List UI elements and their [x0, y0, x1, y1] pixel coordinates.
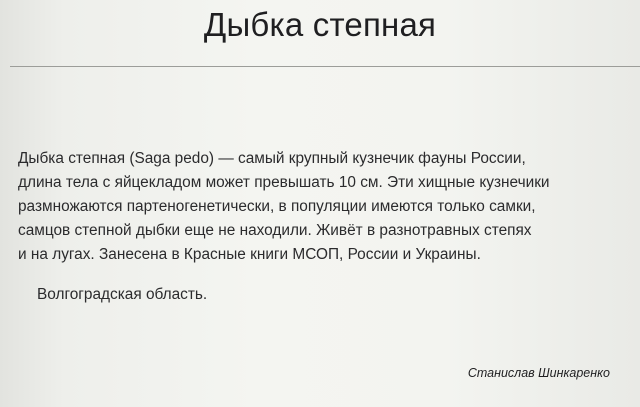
- description-line: и на лугах. Занесена в Красные книги МСОП, России и Украины.: [18, 246, 481, 263]
- description-line: Дыбка степная (Saga pedo) — самый крупный кузнечик фауны России,: [18, 150, 526, 167]
- description-line: размножаются партеногенетически, в популяции имеются только самки,: [18, 198, 536, 215]
- region-label: Волгоградская область.: [37, 286, 208, 303]
- description-line: длина тела с яйцекладом может превышать 10 см. Эти хищные кузнечики: [18, 174, 550, 191]
- author-credit: Станислав Шинкаренко: [467, 366, 610, 380]
- plaque-title: Дыбка степная: [203, 6, 437, 43]
- title-divider: [10, 66, 640, 67]
- species-description: [18, 147, 630, 267]
- description-line: самцов степной дыбки еще не находили. Живёт в разнотравных степях: [18, 222, 532, 239]
